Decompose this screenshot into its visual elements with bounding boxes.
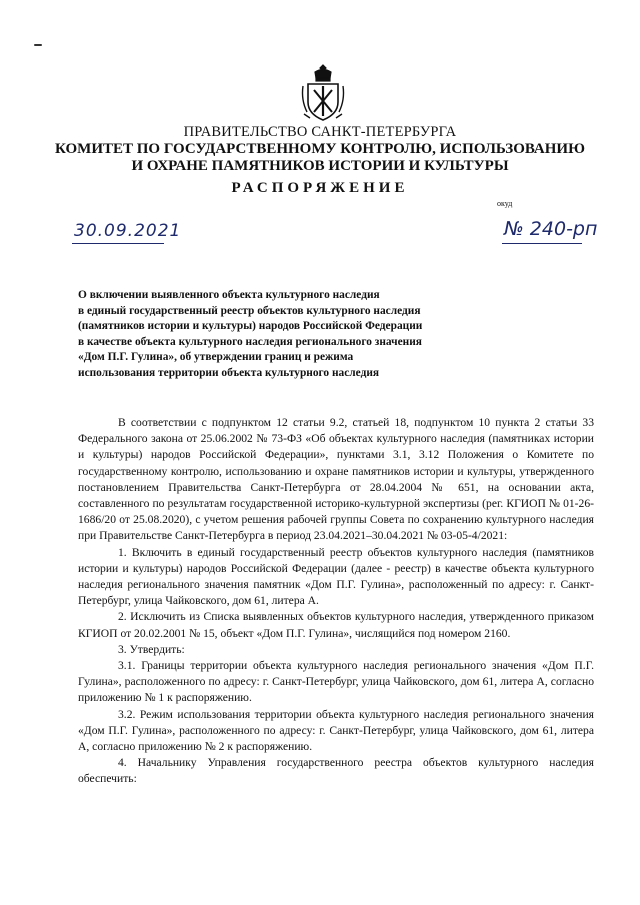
subject-line: использования территории объекта культурного наследия bbox=[78, 366, 380, 379]
committee-name-line: КОМИТЕТ ПО ГОСУДАРСТВЕННОМУ КОНТРОЛЮ, ИСПОЛЬЗОВАНИЮ bbox=[55, 141, 585, 157]
subject-line: «Дом П.Г. Гулина», об утверждении границ и режима bbox=[78, 351, 354, 364]
body-paragraph: 2. Исключить из Списка выявленных объектов культурного наследия, утвержденного приказом КГИОП от 20.02.2001 № 15, объект «Дом П.Г. Гулина», числящийся под номером 2160. bbox=[78, 610, 594, 640]
date-underline bbox=[72, 243, 164, 244]
body-paragraph: 1. Включить в единый государственный реестр объектов культурного наследия (памятников истории и культуры) народов Российской Федерации (далее - реестр) в качестве объекта культурного наследия регионального значения памятник «Дом П.Г. Гулина», расположенный по адресу: г. Санкт-Петербург, улица Чайковского, дом 61, литера А. bbox=[78, 545, 594, 608]
order-number: № 240-рп bbox=[504, 218, 598, 240]
subject-line: О включении выявленного объекта культурного наследия bbox=[78, 289, 380, 301]
committee-name-line: И ОХРАНЕ ПАМЯТНИКОВ ИСТОРИИ И КУЛЬТУРЫ bbox=[131, 158, 509, 174]
body-paragraph: 3.1. Границы территории объекта культурного наследия регионального значения «Дом П.Г. Гулина», расположенного по адресу: г. Санкт-Петербург, улица Чайковского, дом 61, литера А, согласно приложению № 1 к распоряжению. bbox=[78, 659, 594, 705]
subject-line: (памятников истории и культуры) народов Российской Федерации bbox=[78, 320, 423, 333]
number-underline bbox=[502, 243, 582, 244]
coat-of-arms-icon bbox=[300, 62, 346, 124]
order-subject bbox=[78, 288, 498, 382]
body-paragraph: 4. Начальнику Управления государственного реестра объектов культурного наследия обеспечить: bbox=[78, 756, 594, 786]
subject-line: в качестве объекта культурного наследия регионального значения bbox=[78, 335, 422, 348]
subject-line: в единый государственный реестр объектов культурного наследия bbox=[78, 304, 421, 317]
document-type-title: РАСПОРЯЖЕНИЕ bbox=[231, 180, 409, 196]
order-date: 30.09.2021 bbox=[74, 221, 182, 241]
body-paragraph: 3.2. Режим использования территории объекта культурного наследия регионального значения «Дом П.Г. Гулина», расположенного по адресу: г. Санкт-Петербург, улица Чайковского, дом 61, литера А, согласно приложению № 2 к распоряжению. bbox=[78, 707, 594, 754]
government-name: ПРАВИТЕЛЬСТВО САНКТ-ПЕТЕРБУРГА bbox=[183, 124, 457, 140]
body-paragraph: В соответствии с подпунктом 12 статьи 9.2, статьей 18, подпунктом 10 пункта 2 статьи 33 Федерального закона от 25.06.2002 № 73-ФЗ «Об объектах культурного наследия (памятниках истории и культуры) народов Российской Федерации», пунктами 3.1, 3.12 Положения о Комитете по государственному контролю, использованию и охране памятников истории и культуры, утвержденного постановлением Правительства Санкт-Петербурга от 28.04.2004 № 651, на основании акта, составленного по результатам государственной историко-культурной экспертизы (рег. КГИОП № 01-26-1686/20 от 25.08.2020), с учетом решения рабочей группы Совета по сохранению культурного наследия при Правительстве Санкт-Петербурга в период 23.04.2021–30.04.2021 № 03-05-4/2021: bbox=[78, 416, 594, 543]
okud-label: окуд bbox=[497, 199, 513, 208]
committee-name bbox=[0, 141, 640, 175]
order-body bbox=[78, 415, 594, 788]
scan-mark bbox=[34, 44, 42, 46]
body-paragraph: 3. Утвердить: bbox=[118, 642, 185, 656]
